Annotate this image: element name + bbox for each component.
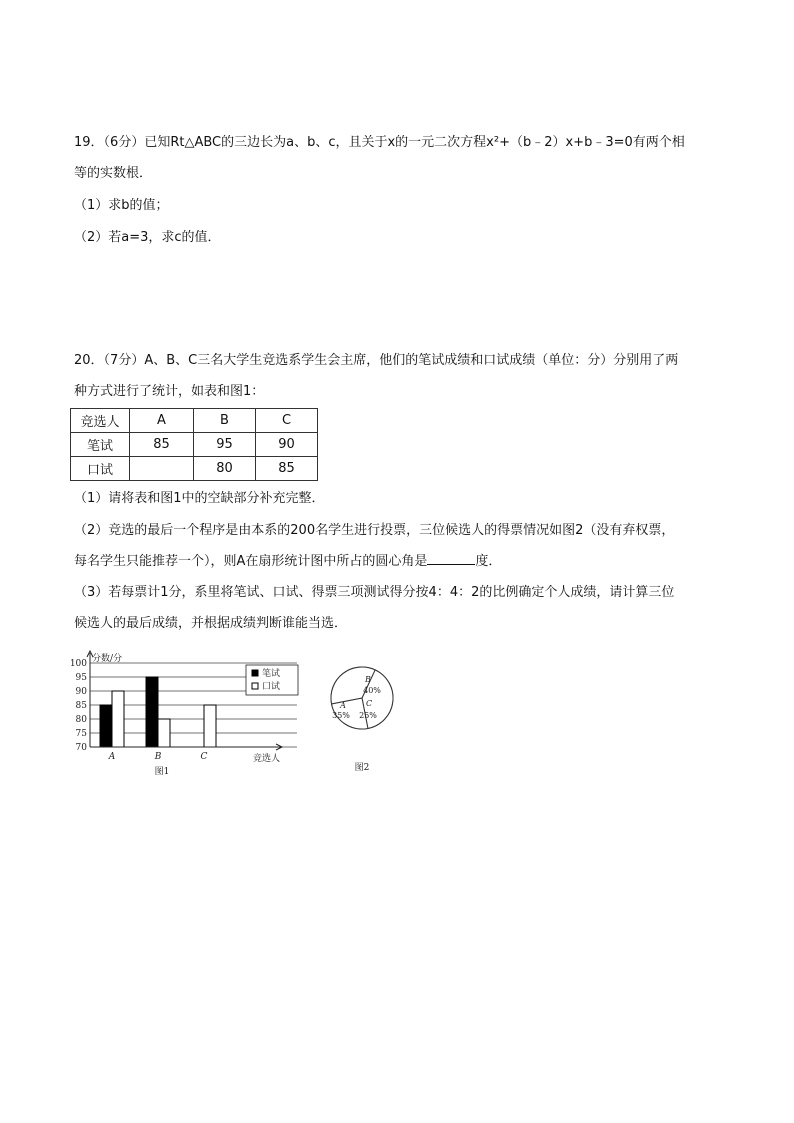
q20-part2-line2-text: 每名学生只能推荐一个），则A在扇形统计图中所占的圆心角是 xyxy=(74,554,428,569)
pie-slice-label: A xyxy=(340,701,346,710)
table-cell: 85 xyxy=(130,433,194,457)
pie-chart-figure2 xyxy=(322,660,402,775)
legend-swatch xyxy=(252,683,258,689)
y-tick-label: 90 xyxy=(75,687,87,697)
y-tick-label: 75 xyxy=(75,729,87,739)
y-tick-label: 80 xyxy=(75,715,87,725)
x-tick-label: B xyxy=(154,752,162,762)
bar-chart-figure1 xyxy=(60,645,310,780)
table-cell: 80 xyxy=(194,457,256,481)
table-header-cell: A xyxy=(130,409,194,433)
q20-part2-line2-suffix: 度． xyxy=(475,554,502,569)
score-table xyxy=(70,408,318,481)
q20-part1: （1）请将表和图1中的空缺部分补充完整． xyxy=(74,491,325,506)
table-row xyxy=(71,457,318,481)
legend-label: 口试 xyxy=(262,682,281,692)
table-header-cell: C xyxy=(256,409,318,433)
q19-stem-line2: 等的实数根． xyxy=(74,166,153,181)
y-tick-label: 100 xyxy=(69,659,87,669)
legend-label: 笔试 xyxy=(262,669,281,679)
bar xyxy=(146,677,158,747)
q19-stem-line1: 19．（6分）已知Rt△ABC的三边长为a、b、c，且关于x的一元二次方程x²+（b﹣2）x+b﹣3=0有两个相 xyxy=(74,135,685,150)
pie-percent-label: 35% xyxy=(332,711,350,720)
pie-percent-label: 40% xyxy=(363,686,381,695)
table-cell: 90 xyxy=(256,433,318,457)
q20-stem-line2: 种方式进行了统计，如表和图1： xyxy=(74,384,265,399)
table-cell: 笔试 xyxy=(71,433,130,457)
legend-swatch xyxy=(252,670,258,676)
y-tick-label: 70 xyxy=(75,743,87,753)
y-axis-label: 分数/分 xyxy=(92,654,123,664)
x-axis-label: 竞选人 xyxy=(253,754,281,764)
table-row xyxy=(71,433,318,457)
y-tick-label: 85 xyxy=(75,701,87,711)
bar xyxy=(158,719,170,747)
q19-part1: （1）求b的值； xyxy=(74,198,169,213)
q20-part3-line2: 候选人的最后成绩，并根据成绩判断谁能当选． xyxy=(74,616,348,631)
bar xyxy=(204,705,216,747)
x-tick-label: A xyxy=(108,752,116,762)
pie-percent-label: 25% xyxy=(359,711,377,720)
table-header-cell: 竞选人 xyxy=(71,409,130,433)
q20-part3-line1: （3）若每票计1分，系里将笔试、口试、得票三项测试得分按4：4：2的比例确定个人成绩，请计算三位 xyxy=(74,585,675,600)
answer-blank xyxy=(427,552,475,565)
q19-part2: （2）若a=3，求c的值． xyxy=(74,230,221,245)
table-header-cell: B xyxy=(194,409,256,433)
table-cell-blank xyxy=(130,457,194,481)
y-tick-label: 95 xyxy=(75,673,87,683)
pie-slice-label: C xyxy=(365,699,373,708)
q20-part2-line1: （2）竞选的最后一个程序是由本系的200名学生进行投票，三位候选人的得票情况如图2（没有弃权票， xyxy=(74,523,675,538)
bar xyxy=(100,705,112,747)
pie-slice-label: B xyxy=(365,675,371,684)
q20-part2-line2 xyxy=(74,552,501,571)
x-tick-label: C xyxy=(200,752,208,762)
figure-caption: 图1 xyxy=(154,767,170,777)
table-cell: 口试 xyxy=(71,457,130,481)
table-header-row xyxy=(71,409,318,433)
q20-stem-line1: 20．（7分）A、B、C三名大学生竞选系学生会主席，他们的笔试成绩和口试成绩（单位：分）分别用了两 xyxy=(74,353,679,368)
bar xyxy=(112,691,124,747)
table-cell: 85 xyxy=(256,457,318,481)
figure-caption: 图2 xyxy=(354,763,370,773)
table-cell: 95 xyxy=(194,433,256,457)
